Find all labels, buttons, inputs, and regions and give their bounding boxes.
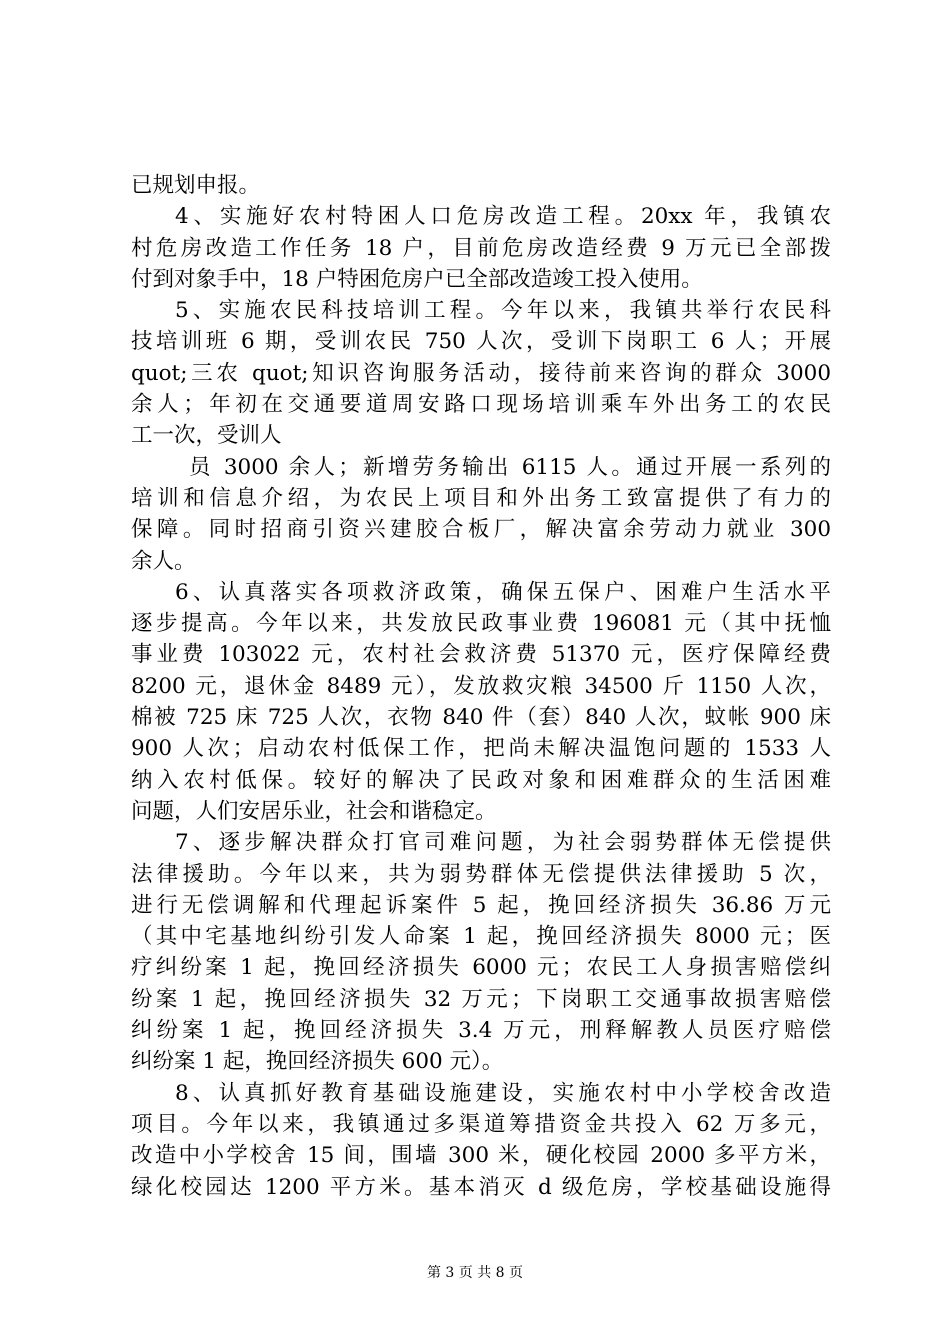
text-line: 事业费 103022 元，农村社会救济费 51370 元，医疗保障经费 <box>131 642 831 668</box>
text-line: 5、实施农民科技培训工程。今年以来，我镇共举行农民科 <box>175 298 831 324</box>
text-line: 保障。同时招商引资兴建胶合板厂，解决富余劳动力就业 300 <box>131 517 831 543</box>
text-line: 6、认真落实各项救济政策，确保五保户、困难户生活水平 <box>175 579 831 605</box>
text-line: 员 3000 余人；新增劳务输出 6115 人。通过开展一系列的 <box>189 454 831 480</box>
text-line: 棉被 725 床 725 人次，衣物 840 件（套）840 人次，蚊帐 900 床 <box>131 705 831 731</box>
text-line: 纠纷案 1 起，挽回经济损失 3.4 万元，刑释解教人员医疗赔偿 <box>131 1018 831 1044</box>
text-line: 付到对象手中，18 户特困危房户已全部改造竣工投入使用。 <box>131 266 703 292</box>
page-footer <box>0 1264 950 1282</box>
text-line: 进行无偿调解和代理起诉案件 5 起，挽回经济损失 36.86 万元 <box>131 892 831 918</box>
text-line: 已规划申报。 <box>131 173 261 198</box>
document-body <box>131 170 831 1203</box>
text-line: 900 人次；启动农村低保工作，把尚未解决温饱问题的 1533 人 <box>131 736 831 762</box>
text-line: 4、实施好农村特困人口危房改造工程。20xx 年，我镇农 <box>175 204 831 230</box>
text-line: 村危房改造工作任务 18 户，目前危房改造经费 9 万元已全部拨 <box>131 235 831 261</box>
text-line: 问题，人们安居乐业，社会和谐稳定。 <box>131 798 497 824</box>
text-line: 纷案 1 起，挽回经济损失 32 万元；下岗职工交通事故损害赔偿 <box>131 986 831 1012</box>
text-line: 法律援助。今年以来，共为弱势群体无偿提供法律援助 5 次， <box>131 861 831 887</box>
text-line: 项目。今年以来，我镇通过多渠道筹措资金共投入 62 万多元， <box>131 1111 831 1137</box>
text-line: 8、认真抓好教育基础设施建设，实施农村中小学校舍改造 <box>175 1080 831 1106</box>
text-line: 培训和信息介绍，为农民上项目和外出务工致富提供了有力的 <box>131 485 831 511</box>
text-line: （其中宅基地纠纷引发人命案 1 起，挽回经济损失 8000 元；医 <box>131 924 831 950</box>
text-line: quot;三农 quot;知识咨询服务活动，接待前来咨询的群众 3000 <box>131 360 831 386</box>
text-line: 纳入农村低保。较好的解决了民政对象和困难群众的生活困难 <box>131 767 831 793</box>
text-line: 改造中小学校舍 15 间，围墙 300 米，硬化校园 2000 多平方米， <box>131 1143 831 1169</box>
text-line: 8200 元，退休金 8489 元），发放救灾粮 34500 斤 1150 人次， <box>131 673 831 699</box>
text-line: 余人；年初在交通要道周安路口现场培训乘车外出务工的农民 <box>131 392 831 418</box>
page-number-label: 第 3 页 共 8 页 <box>426 1265 524 1281</box>
text-line: 疗纠纷案 1 起，挽回经济损失 6000 元；农民工人身损害赔偿纠 <box>131 955 831 981</box>
text-line: 技培训班 6 期，受训农民 750 人次，受训下岗职工 6 人；开展 <box>131 329 831 355</box>
text-line: 逐步提高。今年以来，共发放民政事业费 196081 元（其中抚恤 <box>131 611 831 637</box>
text-line: 纠纷案 1 起，挽回经济损失 600 元）。 <box>131 1049 504 1075</box>
text-line: 绿化校园达 1200 平方米。基本消灭 d 级危房，学校基础设施得 <box>131 1174 831 1200</box>
text-line: 工一次，受训人 <box>131 423 282 449</box>
text-line: 余人。 <box>131 548 196 574</box>
text-line: 7、逐步解决群众打官司难问题，为社会弱势群体无偿提供 <box>175 830 831 856</box>
